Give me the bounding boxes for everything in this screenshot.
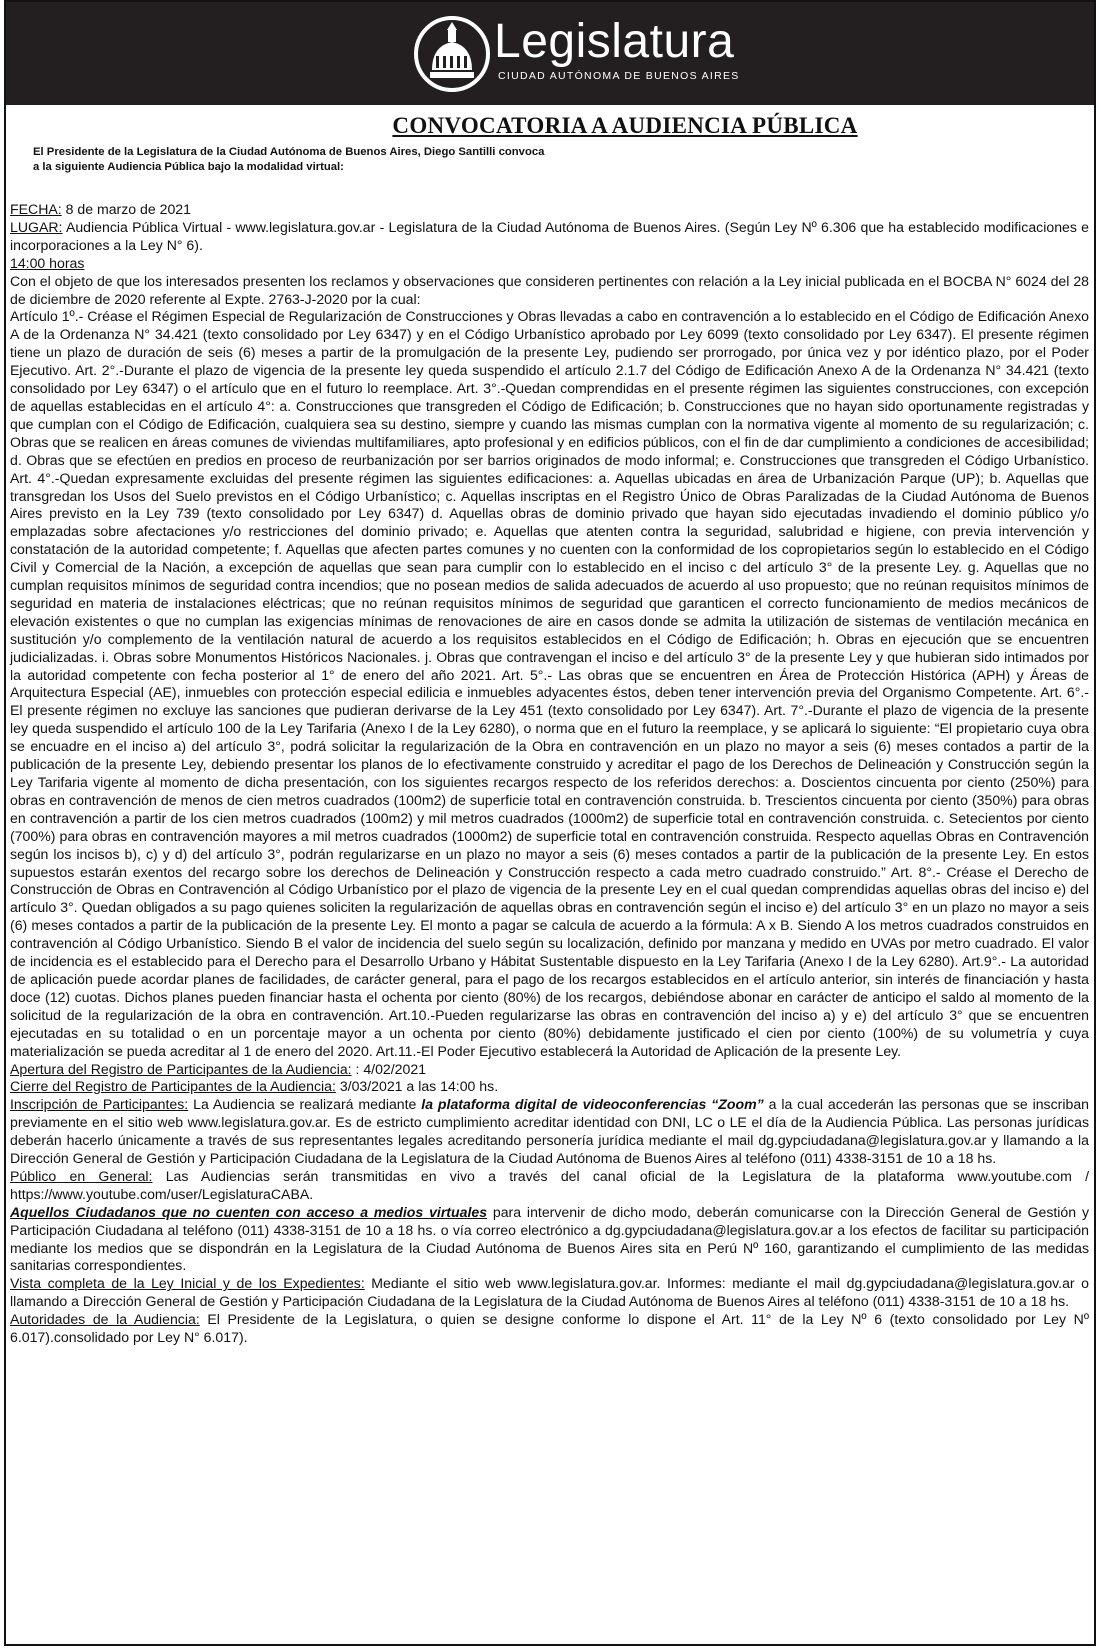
- cierre-line: [10, 1078, 1089, 1096]
- publico-value: Las Audiencias serán transmitidas en vivo a través del canal oficial de la Legislatura de la plataforma www.youtube.com / https://www.youtube.com/user/LegislaturaCABA.: [10, 1167, 1089, 1202]
- hora-value: 14:00 horas: [10, 254, 85, 271]
- fecha-value: 8 de marzo de 2021: [61, 201, 191, 217]
- cierre-value: 3/03/2021 a las 14:00 hs.: [335, 1078, 499, 1095]
- inscripcion-paragraph: [10, 1096, 1089, 1168]
- vista-value: Mediante el sitio web www.legislatura.gov.ar. Informes: mediante el mail dg.gypciudadana@legislatura.gov.ar o llamando a Dirección General de Gestión y Participación Ciudadana de la Legislatura de la Ciudad Autónoma de Buenos Aires al teléfono (011) 4338-3151 de 10 a 18 hs.: [10, 1275, 1089, 1310]
- publico-label: Público en General:: [10, 1167, 153, 1184]
- inscripcion-emphasis: la plataforma digital de videoconferencias “Zoom”: [421, 1096, 764, 1113]
- apertura-label: Apertura del Registro de Participantes de la Audiencia:: [10, 1060, 352, 1077]
- cierre-label: Cierre del Registro de Participantes de la Audiencia:: [10, 1078, 336, 1095]
- inscripcion-label: Inscripción de Participantes:: [10, 1096, 189, 1113]
- lugar-label: LUGAR:: [10, 218, 63, 235]
- sin-acceso-paragraph: [10, 1204, 1089, 1276]
- inscripcion-text-2: a la cual accederán las personas que se inscriban previamente en el sitio web www.legislatura.gov.ar. Es de estricto cumplimiento acreditar identidad con DNI, LC o LE el día de la Audiencia Pública. Las personas jurídicas deberán hacerlo únicamente a través de sus representantes legales acreditando personería jurídica mediante el mail dg.gypciudadana@legislatura.gov.ar y llamando a la Dirección General de Gestión y Participación Ciudadana de la Legislatura de la Ciudad Autónoma de Buenos Aires al teléfono (011) 4338-3151 de 10 a 18 hs.: [10, 1096, 1089, 1167]
- autoridades-label: Autoridades de la Audiencia:: [10, 1311, 200, 1328]
- hora-line: [10, 255, 1089, 273]
- lugar-value: Audiencia Pública Virtual - www.legislatura.gov.ar - Legislatura de la Ciudad Autónoma de Buenos Aires. (Según Ley Nº 6.306 que ha establecido modificaciones e incorporaciones a la Ley N° 6).: [10, 218, 1089, 253]
- sin-acceso-value: para intervenir de dicho modo, deberán comunicarse con la Dirección General de Gestión y Participación Ciudadana al teléfono (011) 4338-3151 de 10 a 18 hs. o vía correo electrónico a dg.gypciudadana@legislatura.gov.ar a los efectos de facilitar su participación mediante los medios que se dispondrán en la Legislatura de la Ciudad Autónoma de Buenos Aires sita en Perú Nº 160, garantizando el cumplimiento de las medidas sanitarias correspondientes.: [10, 1203, 1089, 1274]
- autoridades-value: El Presidente de la Legislatura, o quien se designe conforme lo dispone el Art. 11° de la Ley Nº 6 (texto consolidado por Ley Nº 6.017).consolidado por Ley N° 6.017).: [10, 1311, 1089, 1346]
- page-title: CONVOCATORIA A AUDIENCIA PÚBLICA: [392, 113, 858, 138]
- publico-paragraph: [10, 1168, 1089, 1204]
- apertura-line: [10, 1061, 1089, 1079]
- brand-name: Legislatura: [494, 15, 735, 68]
- apertura-value: : 4/02/2021: [351, 1060, 427, 1077]
- fecha-line: [10, 201, 1089, 219]
- sin-acceso-label: Aquellos Ciudadanos que no cuenten con acceso a medios virtuales: [10, 1203, 488, 1220]
- fecha-label: FECHA:: [10, 201, 62, 217]
- ley-texto-paragraph: Artículo 1º.- Créase el Régimen Especial de Regularización de Construcciones y Obras llevadas a cabo en contravención a lo establecido en el Código de Edificación Anexo A de la Ordenanza N° 34.421 (texto consolidado por Ley 6347) y en el Código Urbanístico aprobado por Ley 6099 (texto consolidado por Ley 6347). El presente régimen tiene un plazo de duración de seis (6) meses a partir de la promulgación de la presente Ley, pudiendo ser prorrogado, por única vez y por idéntico plazo, por el Poder Ejecutivo. Art. 2°.-Durante el plazo de vigencia de la presente ley queda suspendido el artículo 2.1.7 del Código de Edificación Anexo A de la Ordenanza N° 34.421 (texto consolidado por Ley 6347) o el artículo que en el futuro lo reemplace. Art. 3°.-Quedan comprendidas en el presente régimen las siguientes construcciones, con excepción de aquellas establecidas en el artículo 4°: a. Construcciones que transgreden el Código de Edificación; b. Construcciones que no hayan sido oportunamente registradas y que cumplan con el Código de Edificación, cualquiera sea su destino, siempre y cuando las mismas cumplan con la normativa vigente al momento de su regularización; c. Obras que se realicen en áreas comunes de viviendas multifamiliares, apto profesional y en edificios públicos, con el fin de dar cumplimiento a condiciones de accesibilidad; d. Obras que se efectúen en predios en proceso de reurbanización por ser barrios originados de modo informal; e. Construcciones que transgreden el Código Urbanístico. Art. 4°.-Quedan expresamente excluidas del presente régimen las siguientes edificaciones: a. Aquellas ubicadas en área de Urbanización Parque (UP); b. Aquellas que transgredan los Usos del Suelo previstos en el Código Urbanístico; c. Aquellas inscriptas en el Registro Único de Obras Paralizadas de la Ciudad Autónoma de Buenos Aires previsto en la Ley 739 (texto consolidado por Ley 6347) d. Aquellas obras de dominio privado que hayan sido ejecutadas invadiendo el dominio público y/o emplazadas sobre afectaciones y/o restricciones del dominio privado; e. Aquellas que atenten contra la seguridad, salubridad e higiene, con previa intervención y constatación de la autoridad competente; f. Aquellas que afecten partes comunes y no cuenten con la conformidad de los copropietarios según lo establecido en el Código Civil y Comercial de la Nación, a excepción de aquellas que sean para cumplir con lo establecido en el inciso c del artículo 3° de la presente Ley. g. Aquellas que no cumplan requisitos mínimos de seguridad contra incendios; que no posean medios de salida adecuados de acuerdo al uso propuesto; que no reúnan requisitos mínimos de seguridad en materia de instalaciones eléctricas; que no reúnan requisitos mínimos de seguridad que garanticen el correcto funcionamiento de medios mecánicos de elevación existentes o que no cumplan las exigencias mínimas de renovaciones de aire en casos donde se admita la utilización de sistemas de ventilación mecánica en sustitución y/o complemento de la ventilación natural de acuerdo a los requisitos establecidos en el Código de Edificación; h. Obras en ejecución que se encuentren judicializadas. i. Obras sobre Monumentos Históricos Nacionales. j. Obras que contravengan el inciso e del artículo 3° de la presente Ley y que hubieran sido intimados por la autoridad competente con fecha posterior al 1° de enero del año 2021. Art. 5°.- Las obras que se encuentren en Área de Protección Histórica (APH) y Áreas de Arquitectura Especial (AE), inmuebles con protección especial edilicia e inmuebles adyacentes éstos, deben tener intervención previa del Organismo Competente. Art. 6°.- El presente régimen no excluye las sanciones que pudieran derivarse de la Ley 451 (texto consolidado por Ley 6347). Art. 7°.-Durante el plazo de vigencia de la presente ley queda suspendido el artículo 100 de la Ley Tarifaria (Anexo I de la Ley 6280), o norma que en el futuro la reemplace, y se aplicará lo siguiente: “El propietario cuya obra se encuadre en el inciso a) del artículo 3°, podrá solicitar la regularización de la Obra en contravención en un plazo no mayor a seis (6) meses contados a partir de la publicación de la presente Ley, debiendo presentar los planos de lo efectivamente construido y acreditar el pago de los Derechos de Delineación y Construcción según la Ley Tarifaria vigente al momento de dicha presentación, con los siguientes recargos respecto de los referidos derechos: a. Doscientos cincuenta por ciento (250%) para obras en contravención de menos de cien metros cuadrados (100m2) de superficie total en contravención construida. b. Trescientos cincuenta por ciento (350%) para obras en contravención a partir de los cien metros cuadrados (100m2) y mil metros cuadrados (1000m2) de superficie total en contravención construida. c. Setecientos por ciento (700%) para obras en contravención mayores a mil metros cuadrados (1000m2) de superficie total en contravención construida. Respecto aquellas Obras en Contravención según los incisos b), c) y d) del artículo 3°, podrán regularizarse en un plazo no mayor a seis (6) meses contados a partir de la publicación de la presente Ley. En estos supuestos estarán exentos del recargo sobre los derechos de Delineación y Construcción respecto a cada metro cuadrado construido.” Art. 8°.- Créase el Derecho de Construcción de Obras en Contravención al Código Urbanístico por el plazo de vigencia de la presente Ley en el cual quedan comprendidas aquellas obras del inciso e) del artículo 3°. Quedan obligados a su pago quienes soliciten la regularización de aquellas obras en contravención según el inciso e) del artículo 3° en un plazo no mayor a seis (6) meses contados a partir de la publicación de la presente Ley. El monto a pagar se calcula de acuerdo a la fórmula: A x B. Siendo A los metros cuadrados construidos en contravención al Código Urbanístico. Siendo B el valor de incidencia del suelo según su localización, definido por manzana y medido en UVAs por metro cuadrado. El valor de incidencia es el establecido para el Derecho para el Desarrollo Urbano y Hábitat Sustentable dispuesto en la Ley Tarifaria (Anexo I de la Ley 6280). Art.9°.- La autoridad de aplicación puede acordar planes de facilidades, de carácter general, para el pago de los recargos establecidos en el artículo anterior, sin interés de financiación y hasta doce (12) cuotas. Dichos planes pueden financiar hasta el ochenta por ciento (80%) de los recargos, debiéndose abonar en carácter de anticipo el saldo al momento de la solicitud de la regularización de la obra en contravención. Art.10.-Pueden regularizarse las obras en contravención del inciso a) y e) del artículo 3° que se encuentren ejecutadas en su totalidad o en un porcentaje mayor a un ochenta por ciento (80%) debidamente justificado el cien por ciento (100%) de su volumetría y cuya materialización se pueda acreditar al 1 de enero del 2020. Art.11.-El Poder Ejecutivo establecerá la Autoridad de Aplicación de la presente Ley.: [10, 308, 1089, 1059]
- vista-label: Vista completa de la Ley Inicial y de los Expedientes:: [10, 1275, 365, 1292]
- lugar-line: [10, 219, 1089, 255]
- vista-paragraph: [10, 1275, 1089, 1311]
- legislature-dome-icon: [414, 16, 500, 102]
- objeto-paragraph: Con el objeto de que los interesados presenten los reclamos y observaciones que consideren pertinentes con relación a la Ley inicial publicada en el BOCBA N° 6024 del 28 de diciembre de 2020 referente al Expte. 2763-J-2020 por la cual:: [10, 272, 1089, 307]
- notice-page: [4, 0, 1096, 1646]
- brand-subtitle: CIUDAD AUTÓNOMA DE BUENOS AIRES: [498, 70, 740, 82]
- masthead: [6, 2, 1094, 105]
- notice-body: [6, 201, 1094, 1347]
- intro-text: El Presidente de la Legislatura de la Ciudad Autónoma de Buenos Aires, Diego Santilli convoca a la siguiente Audiencia Pública bajo la modalidad virtual:: [33, 146, 545, 173]
- autoridades-paragraph: [10, 1311, 1089, 1347]
- inscripcion-text-1: La Audiencia se realizará mediante: [188, 1096, 422, 1113]
